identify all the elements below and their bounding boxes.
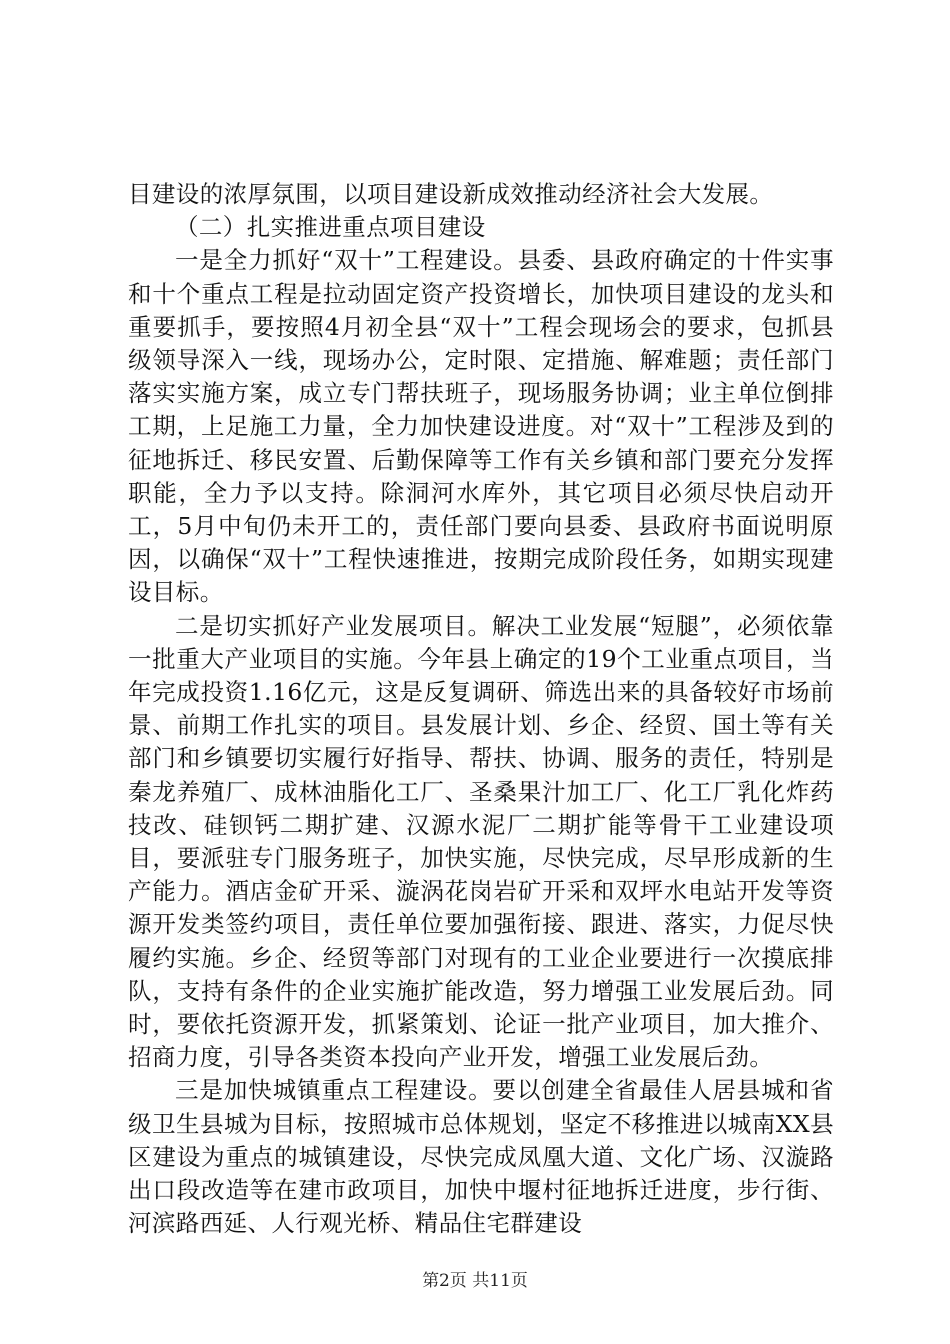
paragraph-double-ten-projects: 一是全力抓好“双十”工程建设。县委、县政府确定的十件实事和十个重点工程是拉动固定资产投资增长，加快项目建设的龙头和重要抓手，要按照4月初全县“双十”工程会现场会的要求，包抓县级领导深入一线，现场办公，定时限、定措施、解难题；责任部门落实实施方案，成立专门帮扶班子，现场服务协调；业主单位倒排工期，上足施工力量，全力加快建设进度。对“双十”工程涉及到的征地拆迁、移民安置、后勤保障等工作有关乡镇和部门要充分发挥职能，全力予以支持。除洞河水库外，其它项目必须尽快启动开工，5月中旬仍未开工的，责任部门要向县委、县政府书面说明原因，以确保“双十”工程快速推进，按期完成阶段任务，如期实现建设目标。: [128, 246, 834, 607]
document-body: [128, 178, 834, 1241]
paragraph-urban-projects: 三是加快城镇重点工程建设。要以创建全省最佳人居县城和省级卫生县城为目标，按照城市总体规划，坚定不移推进以城南XX县区建设为重点的城镇建设，尽快完成凤凰大道、文化广场、汉漩路出口段改造等在建市政项目，加快中堰村征地拆迁进度，步行街、河滨路西延、人行观光桥、精品住宅群建设: [128, 1076, 834, 1238]
section-heading: （二）扎实推进重点项目建设: [175, 213, 486, 242]
paragraph-industry-projects: 二是切实抓好产业发展项目。解决工业发展“短腿”，必须依靠一批重大产业项目的实施。今年县上确定的19个工业重点项目，当年完成投资1.16亿元，这是反复调研、筛选出来的具备较好市场前景、前期工作扎实的项目。县发展计划、乡企、经贸、国土等有关部门和乡镇要切实履行好指导、帮扶、协调、服务的责任，特别是秦龙养殖厂、成林油脂化工厂、圣桑果汁加工厂、化工厂乳化炸药技改、硅钡钙二期扩建、汉源水泥厂二期扩能等骨干工业建设项目，要派驻专门服务班子，加快实施，尽快完成，尽早形成新的生产能力。酒店金矿开采、漩涡花岗岩矿开采和双坪水电站开发等资源开发类签约项目，责任单位要加强衔接、跟进、落实，力促尽快履约实施。乡企、经贸等部门对现有的工业企业要进行一次摸底排队，支持有条件的企业实施扩能改造，努力增强工业发展后劲。同时，要依托资源开发，抓紧策划、论证一批产业项目，加大推介、招商力度，引导各类资本投向产业开发，增强工业发展后劲。: [128, 611, 834, 1072]
page-footer: 第2页 共11页: [422, 1271, 528, 1291]
paragraph-continuation: 目建设的浓厚氛围，以项目建设新成效推动经济社会大发展。: [128, 180, 774, 208]
